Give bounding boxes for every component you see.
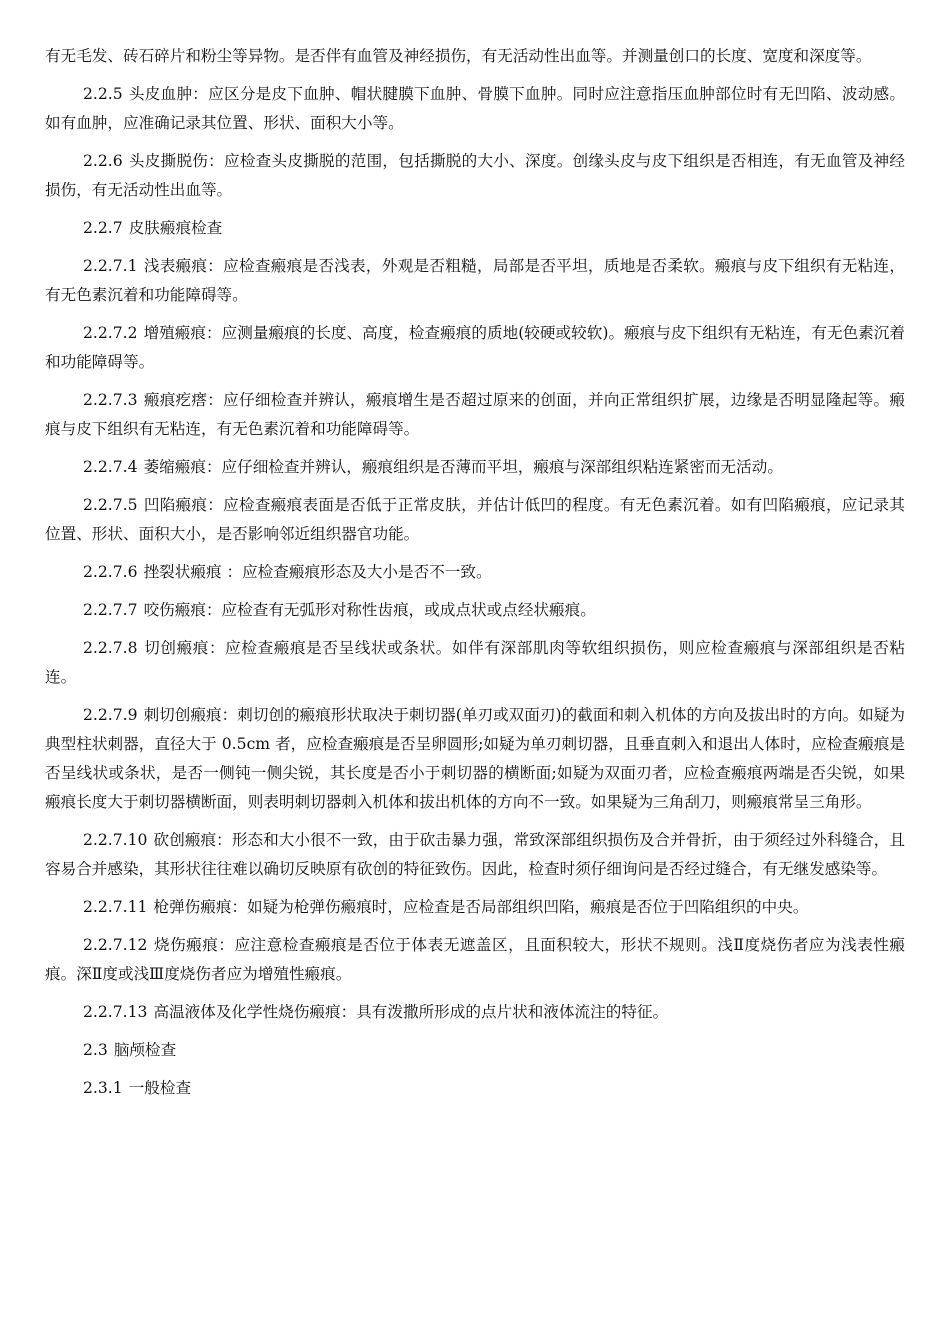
paragraph-2-2-7-13 [45,998,905,1027]
heading-2-2-7 [45,214,905,243]
section-number: 2.2.7 [83,219,123,237]
paragraph-2-2-7-11 [45,893,905,922]
paragraph-2-2-7-2 [45,319,905,377]
section-number: 2.2.5 [83,85,123,103]
section-number: 2.2.7.10 [83,831,148,849]
paragraph-2-2-7-8 [45,634,905,692]
section-number: 2.2.7.4 [83,458,138,476]
heading-text: 脑颅检查 [113,1041,177,1059]
section-number: 2.2.7.11 [83,898,148,916]
paragraph-2-2-5 [45,80,905,138]
section-number: 2.3.1 [83,1079,123,1097]
paragraph-2-2-7-5 [45,491,905,549]
paragraph-2-2-7-7 [45,596,905,625]
section-number: 2.2.7.1 [83,257,138,275]
paragraph-2-2-7-6 [45,558,905,587]
section-number: 2.2.7.6 [83,563,138,581]
section-number: 2.2.7.13 [83,1003,148,1021]
heading-2-3-1 [45,1074,905,1103]
paragraph-text: 增殖瘢痕：应测量瘢痕的长度、高度，检查瘢痕的质地(较硬或较软)。瘢痕与皮下组织有无粘连，有无色素沉着和功能障碍等。 [45,324,905,371]
paragraph-text: 凹陷瘢痕：应检查瘢痕表面是否低于正常皮肤，并估计低凹的程度。有无色素沉着。如有凹陷瘢痕，应记录其位置、形状、面积大小，是否影响邻近组织器官功能。 [45,496,905,543]
paragraph-text: 挫裂状瘢痕 ：应检查瘢痕形态及大小是否不一致。 [143,563,492,581]
paragraph-text: 浅表瘢痕：应检查瘢痕是否浅表，外观是否粗糙，局部是否平坦，质地是否柔软。瘢痕与皮下组织有无粘连，有无色素沉着和功能障碍等。 [45,257,905,304]
section-number: 2.2.7.12 [83,936,148,954]
section-number: 2.2.6 [83,152,123,170]
heading-2-3 [45,1036,905,1065]
paragraph-2-2-7-9 [45,701,905,817]
paragraph-2-2-7-4 [45,453,905,482]
paragraph-text: 烧伤瘢痕：应注意检查瘢痕是否位于体表无遮盖区，且面积较大，形状不规则。浅Ⅱ度烧伤者应为浅表性瘢痕。深Ⅱ度或浅Ⅲ度烧伤者应为增殖性瘢痕。 [45,936,905,983]
paragraph-text: 刺切创瘢痕：刺切创的瘢痕形状取决于刺切器(单刃或双面刃)的截面和刺入机体的方向及拔出时的方向。如疑为典型柱状刺器，直径大于 0.5cm 者，应检查瘢痕是否呈卵圆形;如疑为单刃刺切器，且垂直刺入和退出人体时，应检查瘢痕是否呈线状或条状，是否一侧钝一侧尖锐，其长度是否小于刺切器的横断面;如疑为双面刃者，应检查瘢痕两端是否尖锐，如果瘢痕长度大于刺切器横断面，则表明刺切器刺入机体和拔出机体的方向不一致。如果疑为三角刮刀，则瘢痕常呈三角形。 [45,706,905,811]
section-number: 2.3 [83,1041,108,1059]
paragraph-2-2-7-3 [45,386,905,444]
section-number: 2.2.7.9 [83,706,138,724]
section-number: 2.2.7.8 [83,639,138,657]
heading-text: 皮肤瘢痕检查 [128,219,223,237]
paragraph-text: 切创瘢痕：应检查瘢痕是否呈线状或条状。如伴有深部肌肉等软组织损伤，则应检查瘢痕与深部组织是否粘连。 [45,639,905,686]
section-number: 2.2.7.2 [83,324,138,342]
paragraph-2-2-7-12 [45,931,905,989]
paragraph-text: 头皮撕脱伤：应检查头皮撕脱的范围，包括撕脱的大小、深度。创缘头皮与皮下组织是否相连，有无血管及神经损伤，有无活动性出血等。 [45,152,905,199]
paragraph-text: 萎缩瘢痕：应仔细检查并辨认，瘢痕组织是否薄而平坦，瘢痕与深部组织粘连紧密而无活动。 [143,458,783,476]
heading-text: 一般检查 [128,1079,192,1097]
paragraph-text: 瘢痕疙瘩：应仔细检查并辨认，瘢痕增生是否超过原来的创面，并向正常组织扩展，边缘是否明显隆起等。瘢痕与皮下组织有无粘连，有无色素沉着和功能障碍等。 [45,391,905,438]
paragraph-text: 高温液体及化学性烧伤瘢痕：具有泼撒所形成的点片状和液体流注的特征。 [153,1003,669,1021]
paragraph-text: 咬伤瘢痕：应检查有无弧形对称性齿痕，或成点状或点经状瘢痕。 [143,601,596,619]
section-number: 2.2.7.7 [83,601,138,619]
section-number: 2.2.7.3 [83,391,138,409]
paragraph-2-2-7-1 [45,252,905,310]
section-number: 2.2.7.5 [83,496,138,514]
paragraph-text: 有无毛发、砖石碎片和粉尘等异物。是否伴有血管及神经损伤，有无活动性出血等。并测量创口的长度、宽度和深度等。 [45,47,872,65]
paragraph-text: 砍创瘢痕：形态和大小很不一致，由于砍击暴力强，常致深部组织损伤及合并骨折，由于须经过外科缝合，且容易合并感染，其形状往往难以确切反映原有砍创的特征致伤。因此，检查时须仔细询问是否经过缝合，有无继发感染等。 [45,831,905,878]
paragraph-text: 枪弹伤瘢痕：如疑为枪弹伤瘢痕时，应检查是否局部组织凹陷，瘢痕是否位于凹陷组织的中央。 [153,898,809,916]
paragraph-text: 头皮血肿：应区分是皮下血肿、帽状腱膜下血肿、骨膜下血肿。同时应注意指压血肿部位时有无凹陷、波动感。如有血肿，应准确记录其位置、形状、面积大小等。 [45,85,905,132]
document-page [45,42,905,1112]
paragraph-continuation [45,42,905,71]
paragraph-2-2-7-10 [45,826,905,884]
paragraph-2-2-6 [45,147,905,205]
